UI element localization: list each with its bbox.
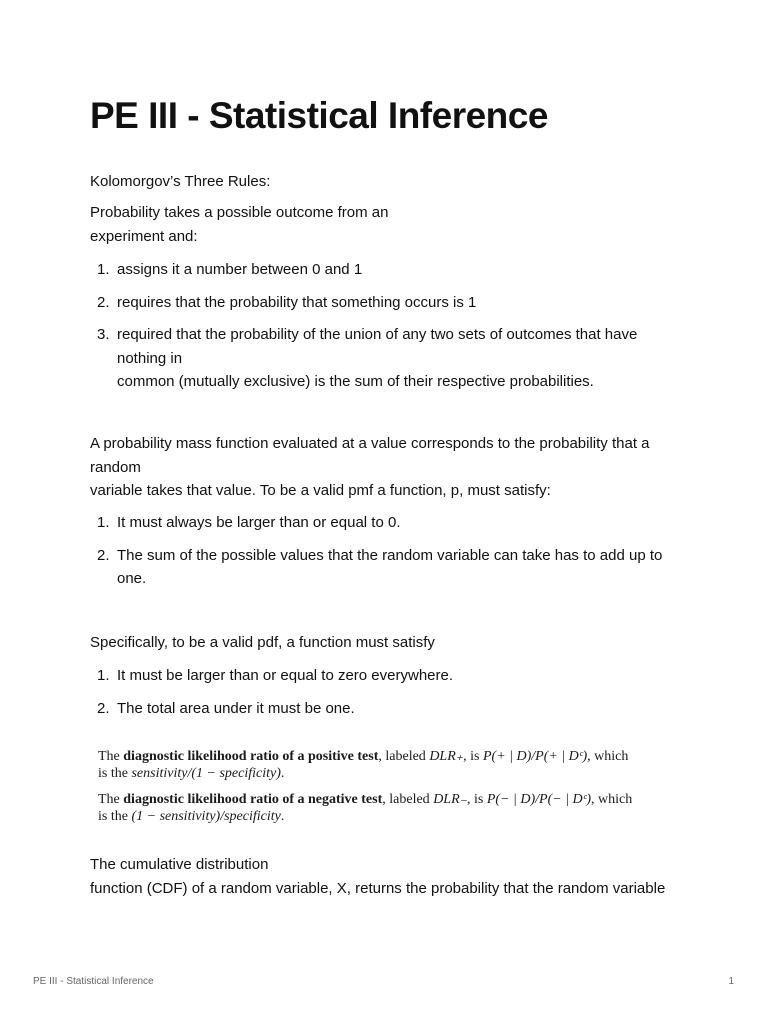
list-number: 3. [97, 326, 110, 343]
list-text: The total area under it must be one. [117, 699, 355, 717]
list-text: required that the probability of the union of any two sets of outcomes that have [117, 326, 638, 343]
list-text: It must be larger than or equal to zero everywhere. [117, 667, 454, 684]
formula-text: The [98, 792, 124, 807]
formula-symbol: DLR₊ [429, 749, 464, 764]
formula-text: , is [463, 749, 483, 764]
dlr-positive-formula [98, 748, 658, 782]
formula-expression: P(+ | D)/P(+ | Dᶜ) [483, 749, 588, 764]
list-text: The sum of the possible values that the random variable can take has to add up to [117, 546, 663, 564]
formula-bold: diagnostic likelihood ratio of a negative test [123, 792, 383, 807]
list-number: 2. [97, 699, 110, 717]
list-item [90, 511, 680, 535]
list-number: 2. [97, 546, 110, 564]
formula-text: . [280, 809, 285, 824]
list-text: common (mutually exclusive) is the sum of their respective probabilities. [117, 373, 594, 390]
list-text: one. [117, 570, 147, 587]
pmf-paragraph [90, 432, 680, 503]
pdf-list [90, 664, 680, 729]
formula-text: . [280, 766, 285, 781]
formula-line [98, 791, 658, 808]
formula-line [98, 808, 658, 825]
dlr-negative-formula [98, 791, 658, 825]
rules-intro-line: experiment and: [90, 227, 198, 245]
formula-text: , labeled [378, 749, 430, 764]
rules-heading: Kolomorgov’s Three Rules: [90, 173, 271, 190]
list-text: assigns it a number between 0 and 1 [117, 261, 363, 278]
pmf-list [90, 511, 680, 600]
rules-list [90, 258, 680, 403]
cdf-paragraph [90, 853, 680, 900]
formula-bold: diagnostic likelihood ratio of a positive test [123, 749, 379, 764]
pmf-line: random [90, 458, 141, 476]
list-text: nothing in [117, 349, 183, 367]
list-text: requires that the probability that something occurs is 1 [117, 293, 477, 311]
footer-title: PE III - Statistical Inference [33, 976, 154, 987]
rules-intro [90, 201, 680, 248]
list-item [90, 697, 680, 721]
formula-line [98, 748, 658, 765]
formula-text: , is [467, 792, 487, 807]
formula-expression: P(− | D)/P(− | Dᶜ) [486, 792, 592, 807]
formula-symbol: DLR₋ [433, 792, 468, 807]
cdf-line: The cumulative distribution [90, 856, 269, 873]
list-number: 1. [97, 667, 110, 684]
pmf-line: A probability mass function evaluated at a value corresponds to the probability that a [90, 435, 650, 452]
formula-expression: sensitivity/(1 − specificity) [131, 766, 281, 781]
list-item [90, 258, 680, 282]
cdf-line: function (CDF) of a random variable, X, returns the probability that the random variable [90, 879, 666, 897]
formula-text: , which [591, 792, 633, 807]
list-item [90, 291, 680, 315]
pmf-line: variable takes that value. To be a valid pmf a function, p, must satisfy: [90, 482, 551, 499]
list-number: 1. [97, 514, 110, 531]
list-item [90, 664, 680, 688]
page-number: 1 [728, 976, 734, 987]
rules-intro-line: Probability takes a possible outcome from an [90, 204, 389, 221]
list-text: It must always be larger than or equal to 0. [117, 514, 401, 531]
formula-expression: (1 − sensitivity)/specificity [131, 809, 281, 824]
list-number: 2. [97, 293, 110, 311]
formula-text: , labeled [382, 792, 434, 807]
list-number: 1. [97, 261, 110, 278]
list-item [90, 544, 680, 591]
formula-text: is the [98, 809, 132, 824]
page-title: PE III - Statistical Inference [90, 95, 548, 136]
pdf-intro: Specifically, to be a valid pdf, a function must satisfy [90, 634, 435, 651]
formula-text: , which [587, 749, 629, 764]
formula-text: The [98, 749, 124, 764]
list-item [90, 323, 680, 394]
formula-line [98, 765, 658, 782]
formula-text: is the [98, 766, 132, 781]
